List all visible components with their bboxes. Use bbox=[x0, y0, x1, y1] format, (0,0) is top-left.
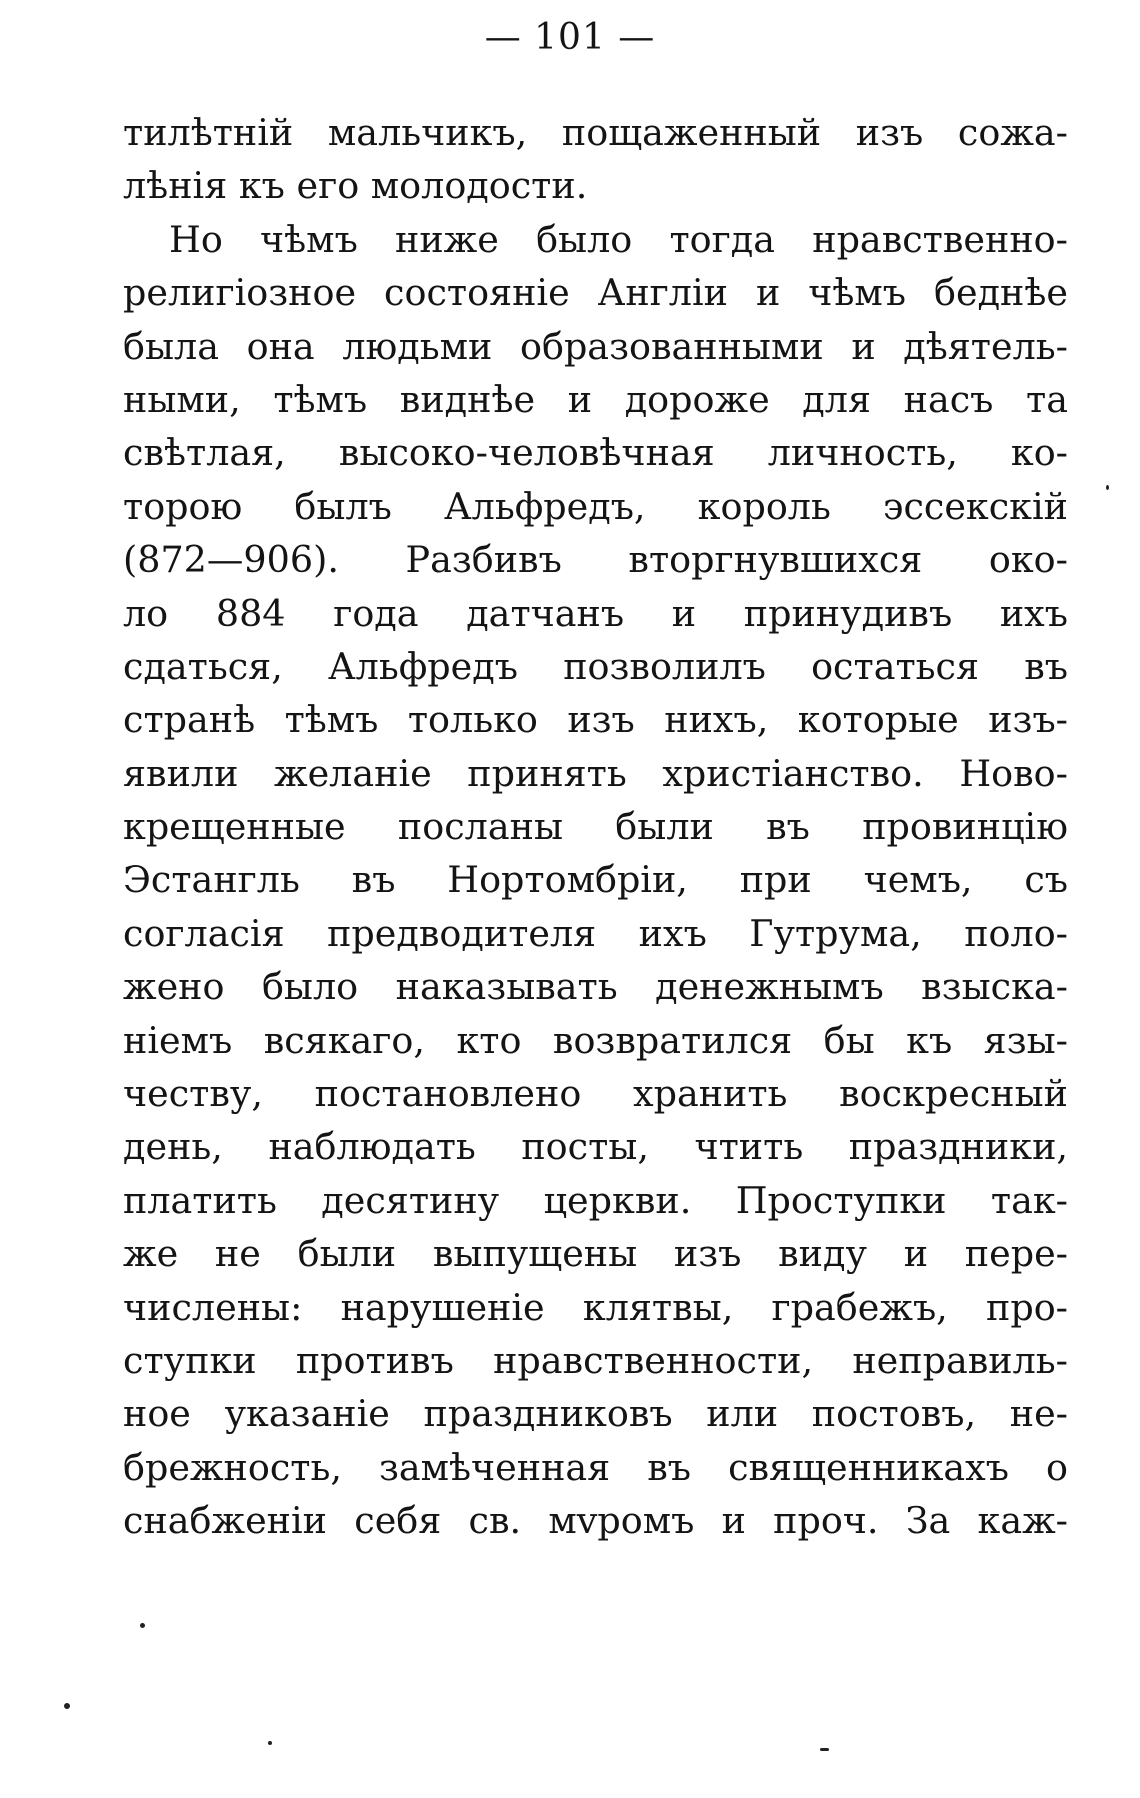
text-line: тилѣтній мальчикъ, пощаженный изъ сожа- bbox=[123, 111, 1068, 154]
text-line: платить десятину церкви. Проступки так- bbox=[123, 1178, 1068, 1222]
text-line: день, наблюдать посты, чтить праздники, bbox=[123, 1125, 1068, 1169]
text-line: брежность, замѣченная въ священникахъ о bbox=[123, 1445, 1068, 1489]
text-line: Эстангль въ Нортомбріи, при чемъ, съ bbox=[123, 858, 1068, 902]
body-text bbox=[123, 106, 1068, 1548]
text-line: свѣтлая, высоко-человѣчная личность, ко- bbox=[123, 431, 1068, 475]
text-line: крещенные посланы были въ провинцію bbox=[123, 805, 1068, 849]
text-line: ступки противъ нравственности, неправиль- bbox=[123, 1338, 1068, 1382]
text-line: ніемъ всякаго, кто возвратился бы къ язы- bbox=[123, 1018, 1068, 1062]
text-line: ное указаніе праздниковъ или постовъ, не- bbox=[123, 1392, 1068, 1436]
text-line: ными, тѣмъ виднѣе и дороже для насъ та bbox=[123, 377, 1068, 421]
scan-speck bbox=[1106, 485, 1109, 490]
text-line: явили желаніе принять христіанство. Ново- bbox=[123, 751, 1068, 795]
text-line: Но чѣмъ ниже было тогда нравственно- bbox=[169, 217, 1068, 261]
scan-speck bbox=[268, 1741, 272, 1745]
text-line: числены: нарушеніе клятвы, грабежъ, про- bbox=[123, 1285, 1068, 1329]
scan-speck bbox=[820, 1748, 829, 1751]
text-line: сдаться, Альфредъ позволилъ остаться въ bbox=[123, 644, 1068, 688]
text-line: лѣнія къ его молодости. bbox=[123, 164, 588, 208]
text-line: религіозное состояніе Англіи и чѣмъ беднѣе bbox=[123, 271, 1068, 315]
text-line: (872—906). Разбивъ вторгнувшихся око- bbox=[123, 538, 1068, 582]
text-line: торою былъ Альфредъ, король эссекскій bbox=[123, 484, 1068, 528]
text-line: ло 884 года датчанъ и принудивъ ихъ bbox=[123, 591, 1068, 635]
scan-speck bbox=[64, 1703, 70, 1709]
page-number: — 101 — bbox=[484, 17, 656, 58]
text-line: честву, постановлено хранить воскресный bbox=[123, 1072, 1068, 1116]
text-line: согласія предводителя ихъ Гутрума, поло- bbox=[123, 911, 1068, 955]
text-line: была она людьми образованными и дѣятель- bbox=[123, 324, 1068, 368]
text-line: жено было наказывать денежнымъ взыска- bbox=[123, 965, 1068, 1009]
text-line: же не были выпущены изъ виду и пере- bbox=[123, 1232, 1068, 1276]
text-line: странѣ тѣмъ только изъ нихъ, которые изъ- bbox=[123, 698, 1068, 742]
text-line: снабженіи себя св. мvромъ и проч. За каж- bbox=[123, 1499, 1068, 1543]
scan-speck bbox=[140, 1623, 145, 1628]
